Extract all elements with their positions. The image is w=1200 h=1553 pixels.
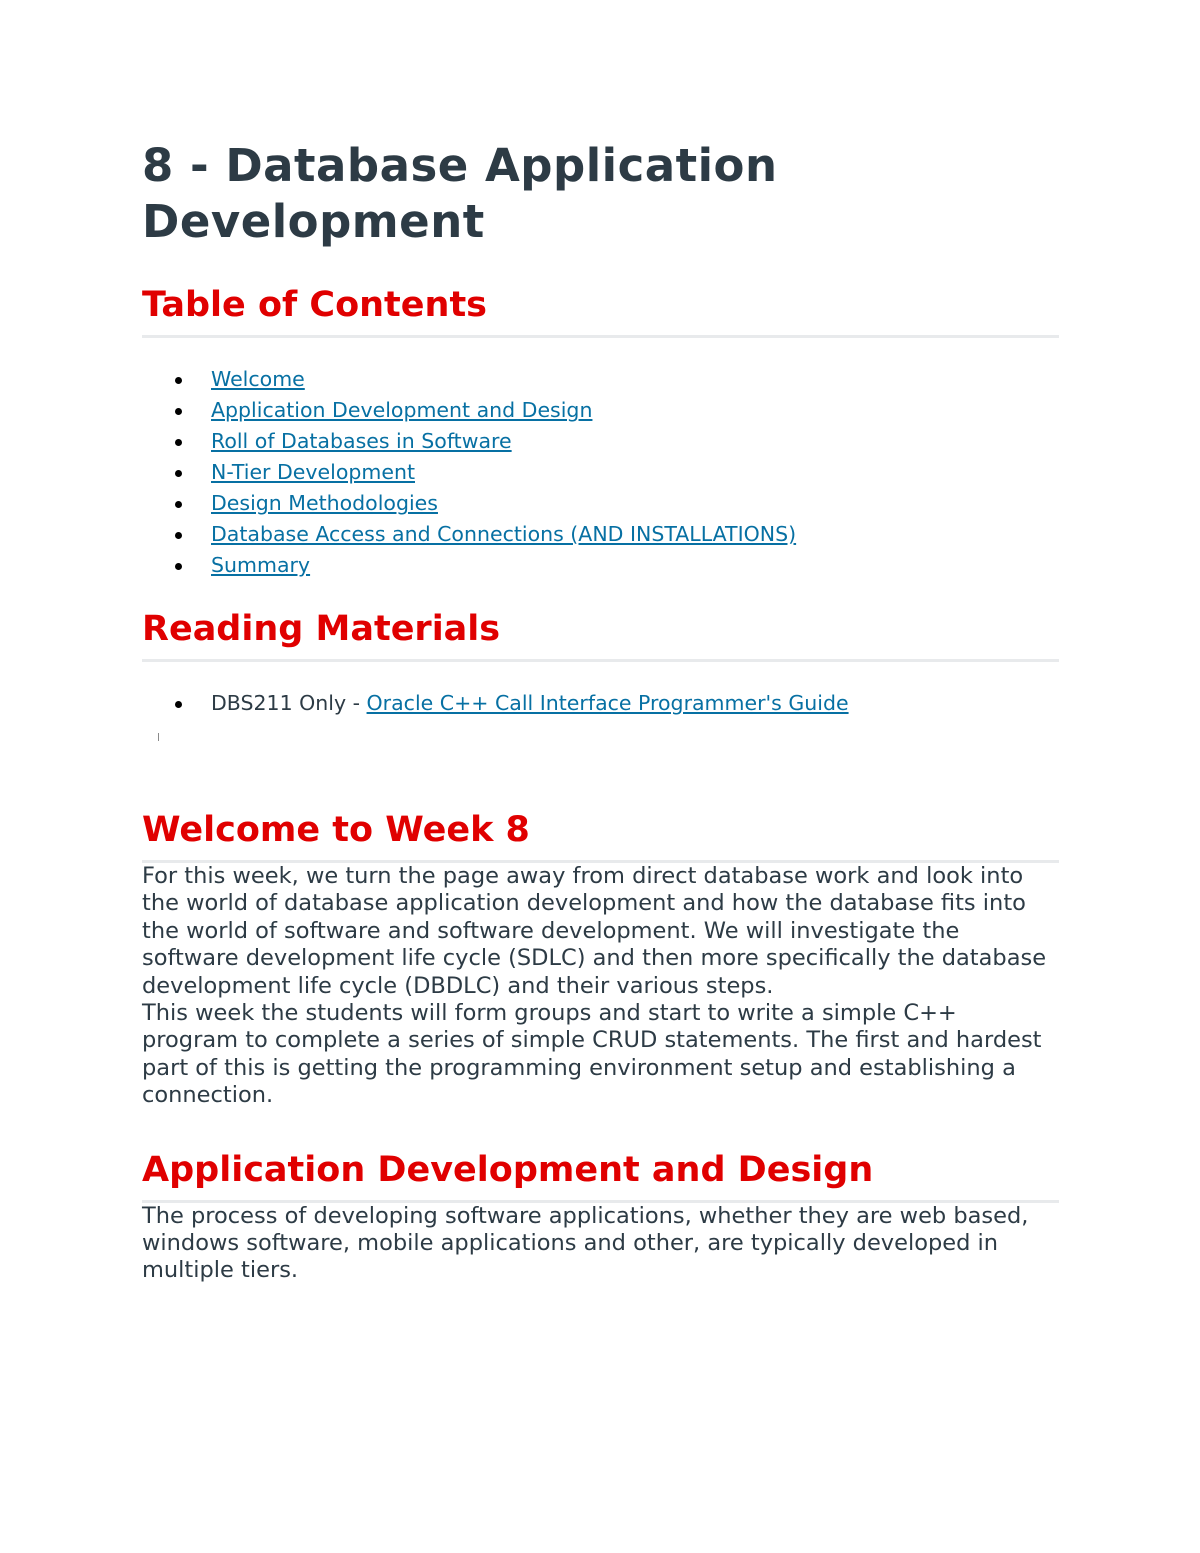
welcome-paragraph-2: This week the students will form groups and start to write a simple C++ program to complete a series of simple CRUD statements. The first and hardest part of this is getting the programming environment setup and establishing a connection. (142, 1000, 1042, 1109)
reading-list (142, 688, 1059, 719)
bullet-icon (175, 563, 182, 570)
toc-link-app-dev[interactable]: Application Development and Design (211, 398, 593, 422)
bullet-icon (175, 439, 182, 446)
app-dev-paragraph-1: The process of developing software applications, whether they are web based, windows software, mobile applications and other, are typically developed in multiple tiers. (142, 1202, 1029, 1284)
page-title: 8 - Database Application Development (142, 139, 778, 248)
toc-link-design-methodologies[interactable]: Design Methodologies (211, 491, 438, 515)
document-page (142, 138, 1059, 1285)
toc-item-n-tier (211, 457, 1059, 488)
welcome-heading: Welcome to Week 8 (142, 808, 1059, 863)
divider-tick (158, 733, 159, 741)
toc-item-database-access (211, 519, 1059, 550)
app-dev-heading: Application Development and Design (142, 1148, 1059, 1203)
toc-item-welcome (211, 364, 1059, 395)
toc-link-roll-of-databases[interactable]: Roll of Databases in Software (211, 429, 512, 453)
reading-item-prefix: DBS211 Only - (211, 691, 367, 715)
toc-link-n-tier[interactable]: N-Tier Development (211, 460, 415, 484)
reading-item (211, 688, 1059, 719)
toc-item-summary (211, 550, 1059, 581)
bullet-icon (175, 701, 182, 708)
toc-item-design-methodologies (211, 488, 1059, 519)
bullet-icon (175, 501, 182, 508)
toc-link-database-access[interactable]: Database Access and Connections (AND INSTALLATIONS) (211, 522, 797, 546)
toc-list (142, 364, 1059, 581)
bullet-icon (175, 377, 182, 384)
toc-link-welcome[interactable]: Welcome (211, 367, 305, 391)
bullet-icon (175, 532, 182, 539)
toc-item-app-dev (211, 395, 1059, 426)
bullet-icon (175, 470, 182, 477)
toc-item-roll-of-databases (211, 426, 1059, 457)
toc-link-summary[interactable]: Summary (211, 553, 311, 577)
reading-item-link[interactable]: Oracle C++ Call Interface Programmer's Guide (366, 691, 849, 715)
reading-materials-heading: Reading Materials (142, 607, 1059, 662)
welcome-paragraph-1: For this week, we turn the page away from direct database work and look into the world of database application development and how the database fits into the world of software and software development. We will investigate the software development life cycle (SDLC) and then more specifically the database development life cycle (DBDLC) and their various steps. (142, 863, 1047, 999)
toc-heading: Table of Contents (142, 283, 1059, 338)
bullet-icon (175, 408, 182, 415)
